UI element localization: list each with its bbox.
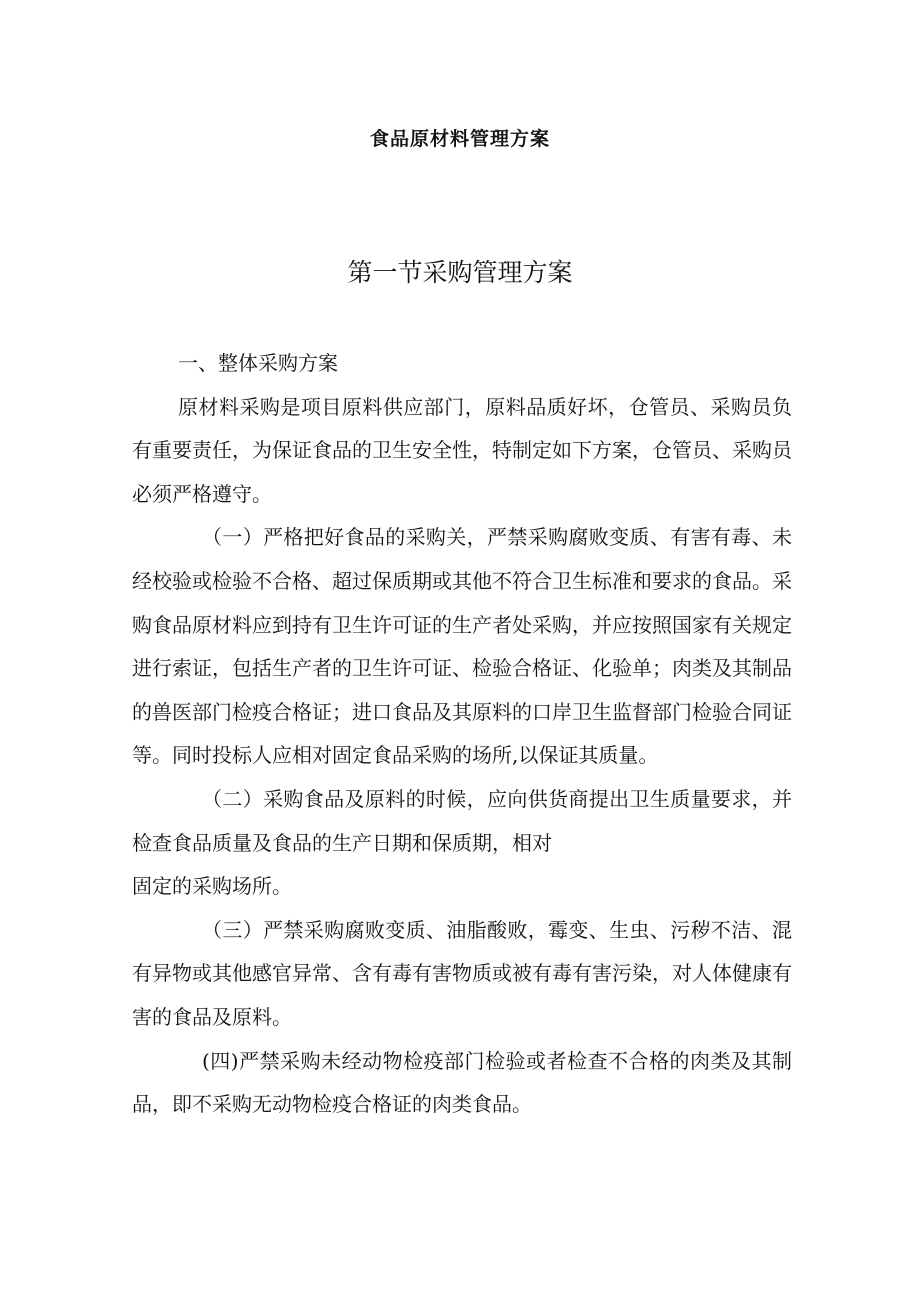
item-1-paragraph: （一）严格把好食品的采购关，严禁采购腐败变质、有害有毒、未经校验或检验不合格、超过保质期或其他不符合卫生标准和要求的食品。采购食品原材料应到持有卫生许可证的生产者处采购，并应按照国家有关规定进行索证，包括生产者的卫生许可证、检验合格证、化验单；肉类及其制品的兽医部门检疫合格证；进口食品及其原料的口岸卫生监督部门检验合同证等。同时投标人应相对固定食品采购的场所,以保证其质量。 <box>132 525 792 768</box>
section-title: 第一节采购管理方案 <box>347 258 573 287</box>
item-4-paragraph: (四)严禁采购未经动物检疫部门检验或者检查不合格的肉类及其制品，即不采购无动物检疫合格证的肉类食品。 <box>132 1048 792 1117</box>
item-2-paragraph: （二）采购食品及原料的时候，应向供货商提出卫生质量要求，并检查食品质量及食品的生产日期和保质期，相对 <box>132 786 792 855</box>
heading-overall-procurement: 一、整体采购方案 <box>178 351 338 375</box>
intro-paragraph: 原材料采购是项目原料供应部门，原料品质好坏，仓管员、采购员负有重要责任，为保证食品的卫生安全性，特制定如下方案，仓管员、采购员必须严格遵守。 <box>132 394 792 506</box>
item-2-continuation: 固定的采购场所。 <box>132 874 292 899</box>
document-body <box>132 342 792 1127</box>
item-3-paragraph: （三）严禁采购腐败变质、油脂酸败，霉变、生虫、污秽不洁、混有异物或其他感官异常、含有毒有害物质或被有毒有害污染，对人体健康有害的食品及原料。 <box>132 917 792 1029</box>
document-title: 食品原材料管理方案 <box>369 128 550 150</box>
